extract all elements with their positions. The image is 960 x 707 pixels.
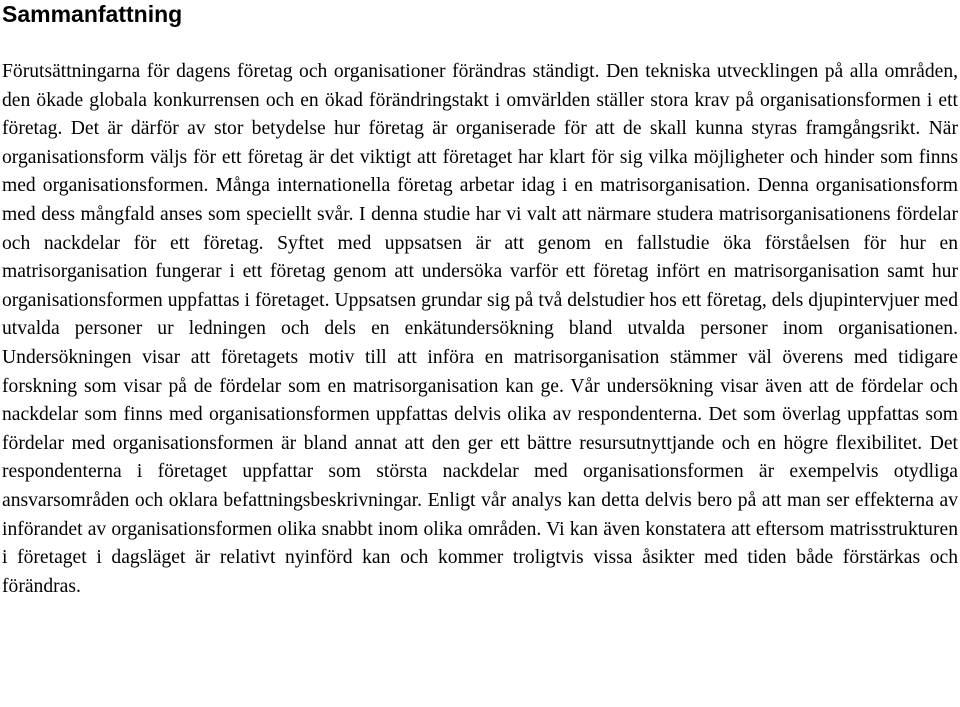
sentence-8: Syftet med uppsatsen är att genom en fallstudie öka förståelsen för hur en matrisorganisation fungerar i ett företag genom att undersöka varför ett företag infört en matrisorganisation samt hur organisationsformen uppfattas i företaget. <box>2 232 958 311</box>
sentence-4: När organisationsform väljs för ett företag är det viktigt att företaget har klart för sig vilka möjligheter och hinder som finns med organisationsformen. <box>2 118 958 197</box>
sentence-5: Många internationella företag arbetar idag i en matrisorganisation. <box>215 175 751 197</box>
sentence-12: Det som överlag uppfattas som fördelar med organisationsformen är bland annat att den ger ett bättre resursutnyttjande och en högre flexibilitet. <box>2 404 958 454</box>
sentence-14: Enligt vår analys kan detta delvis bero på att man ser effekterna av införandet av organisationsformen olika snabbt inom olika områden. <box>2 489 958 540</box>
sentence-6: Denna organisationsform med dess mångfald anses som speciellt svår. <box>2 175 958 225</box>
sentence-15: Vi kan även konstatera att eftersom matrisstrukturen i företaget i dagsläget är relativt nyinförd kan och kommer troligtvis vissa åsikter med tiden både förstärkas och förändras. <box>2 518 958 597</box>
sentence-2: Den tekniska utvecklingen på alla områden, den ökade globala konkurrensen och en ökad förändringstakt i omvärlden ställer stora krav på organisationsformen i ett företag. <box>2 61 959 140</box>
sentence-1: Förutsättningarna för dagens företag och organisationer förändras ständigt. <box>2 61 600 82</box>
sentence-11: Vår undersökning visar även att de fördelar och nackdelar som finns med organisationsformen uppfattas delvis olika av respondenterna. <box>2 375 959 426</box>
sentence-3: Det är därför av stor betydelse hur företag är organiserade för att de skall kunna styras framgångsrikt. <box>70 118 921 140</box>
sentence-13: Det respondenterna i företaget uppfattar som största nackdelar med organisationsformen är exempelvis otydliga ansvarsområden och oklara befattningsbeskrivningar. <box>2 432 958 511</box>
sentence-7: I denna studie har vi valt att närmare studera matrisorganisationens fördelar och nackdelar för ett företag. <box>2 203 958 254</box>
sentence-10: Undersökningen visar att företagets motiv till att införa en matrisorganisation stämmer väl överens med tidigare forskning som visar på de fördelar som en matrisorganisation kan ge. <box>2 346 958 397</box>
summary-paragraph <box>2 58 958 601</box>
sentence-9: Uppsatsen grundar sig på två delstudier hos ett företag, dels djupintervjuer med utvalda personer ur ledningen och dels en enkätundersökning bland utvalda personer inom organisationen. <box>2 289 958 340</box>
section-heading: Sammanfattning <box>2 1 183 27</box>
